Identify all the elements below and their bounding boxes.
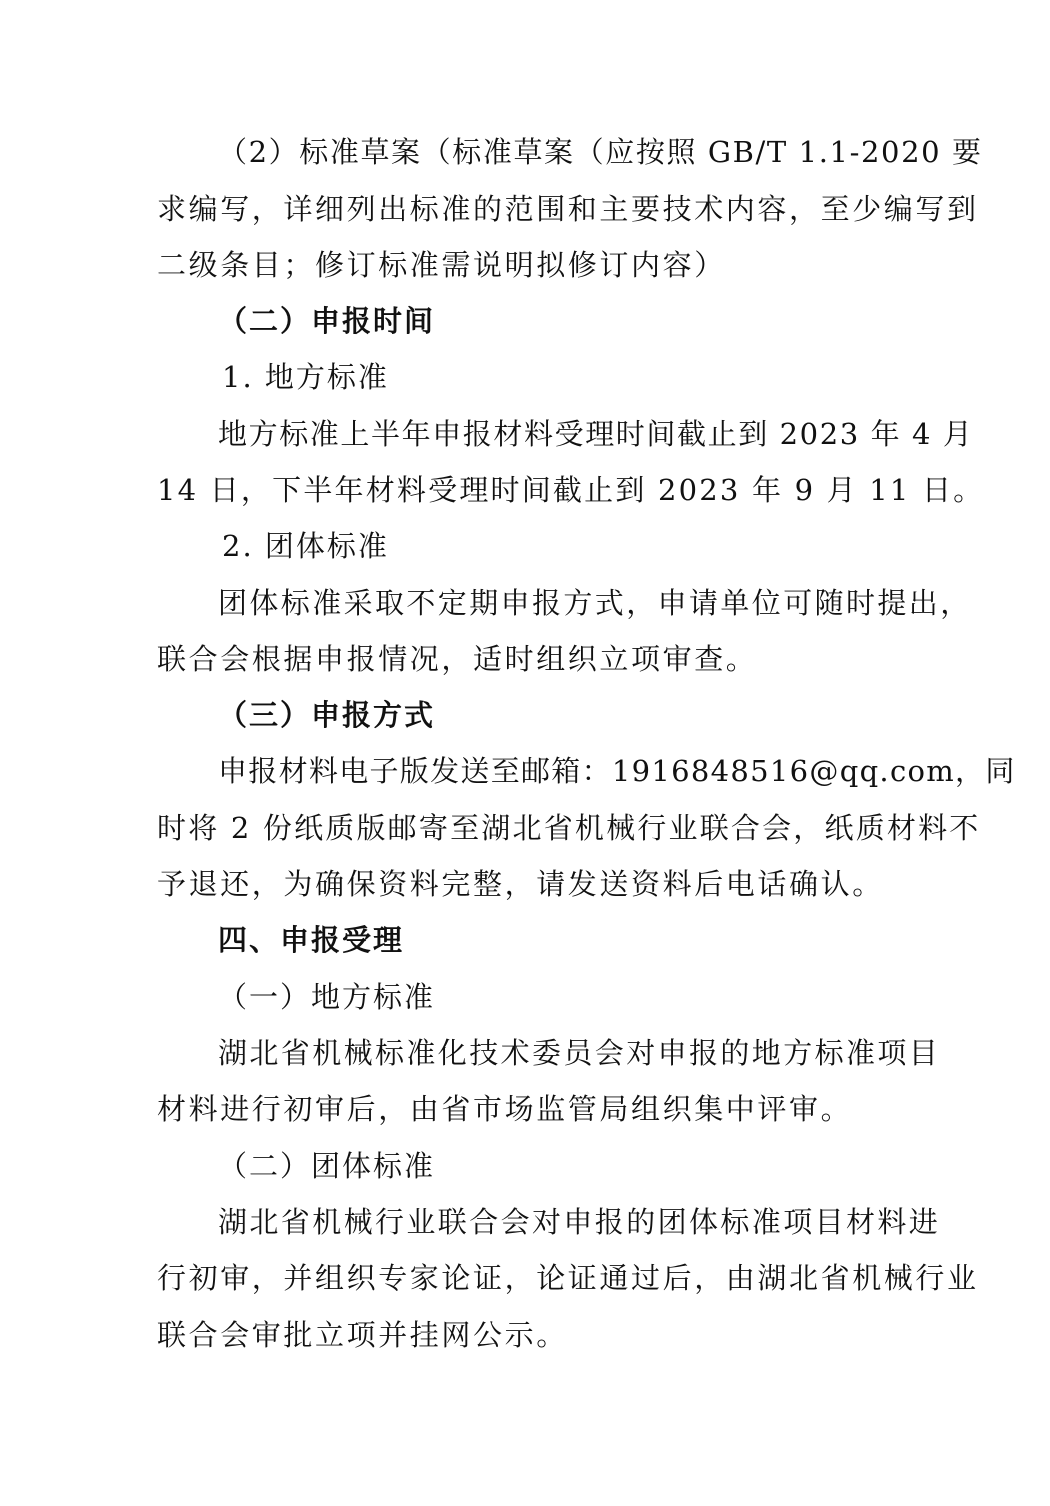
section-heading: （二）申报时间 <box>218 304 436 338</box>
paragraph-line: 二级条目；修订标准需说明拟修订内容） <box>157 248 726 282</box>
paragraph-line: 联合会审批立项并挂网公示。 <box>157 1318 568 1352</box>
paragraph-line: （2）标准草案（标准草案（应按照 GB/T 1.1-2020 要 <box>218 135 983 169</box>
subsection-heading: 2. 团体标准 <box>222 529 389 563</box>
section-heading: 四、申报受理 <box>218 923 405 957</box>
paragraph-line: 14 日，下半年材料受理时间截止到 2023 年 9 月 11 日。 <box>157 473 985 507</box>
subsection-heading: 1. 地方标准 <box>222 360 389 394</box>
paragraph-line: 时将 2 份纸质版邮寄至湖北省机械行业联合会，纸质材料不 <box>157 811 981 845</box>
paragraph-line: 行初审，并组织专家论证，论证通过后，由湖北省机械行业 <box>157 1261 979 1295</box>
paragraph-line: 团体标准采取不定期申报方式，申请单位可随时提出， <box>218 586 972 620</box>
paragraph-line: 材料进行初审后，由省市场监管局组织集中评审。 <box>157 1092 853 1126</box>
paragraph-line: 联合会根据申报情况，适时组织立项审查。 <box>157 642 758 676</box>
paragraph-line: 申报材料电子版发送至邮箱：1916848516@qq.com，同 <box>218 754 1016 788</box>
subsection-heading: （二）团体标准 <box>218 1149 436 1183</box>
section-heading: （三）申报方式 <box>218 698 436 732</box>
paragraph-line: 湖北省机械标准化技术委员会对申报的地方标准项目 <box>218 1036 941 1070</box>
subsection-heading: （一）地方标准 <box>218 980 436 1014</box>
paragraph-line: 予退还，为确保资料完整，请发送资料后电话确认。 <box>157 867 884 901</box>
paragraph-line: 求编写，详细列出标准的范围和主要技术内容，至少编写到 <box>157 192 979 226</box>
paragraph-line: 湖北省机械行业联合会对申报的团体标准项目材料进 <box>218 1205 941 1239</box>
paragraph-line: 地方标准上半年申报材料受理时间截止到 2023 年 4 月 <box>218 417 974 451</box>
